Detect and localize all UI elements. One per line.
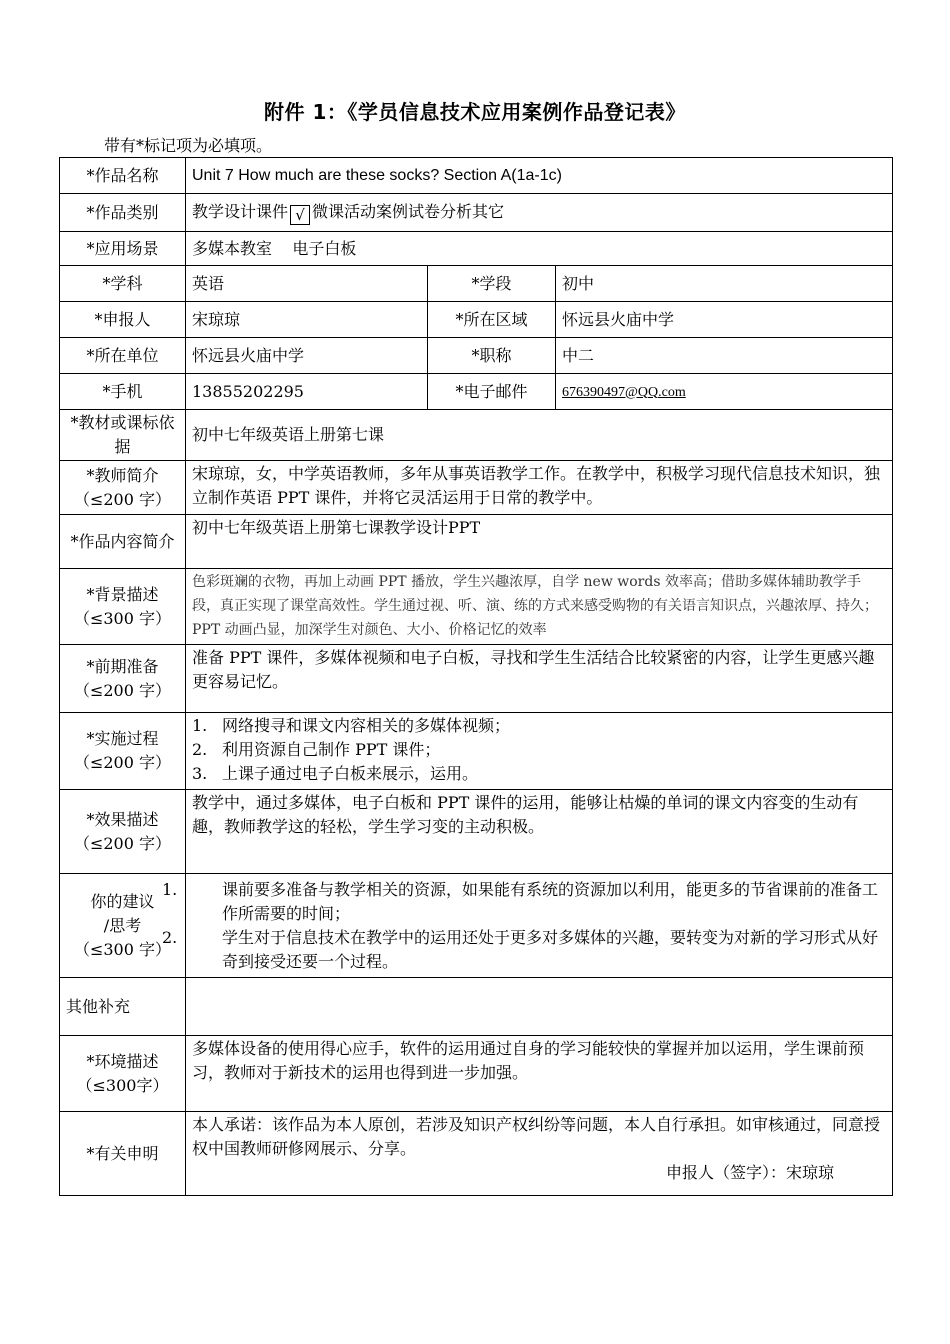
row-subject xyxy=(60,266,893,302)
suggestion-label-1: 你的建议 xyxy=(90,891,155,911)
list-item-text: 利用资源自己制作 PPT 课件； xyxy=(222,740,441,759)
list-item-number: 1. xyxy=(162,879,178,899)
background-label-1: *背景描述 xyxy=(86,584,159,604)
list-item-text: 学生对于信息技术在教学中的运用还处于更多对多媒体的兴趣，要转变为对新的学习形式从好奇到接受还要一个过程。 xyxy=(222,927,879,971)
row-teacher-intro xyxy=(60,461,893,515)
effect-label-2: （≤200 字） xyxy=(73,833,172,853)
list-item xyxy=(192,738,886,762)
stage-label: *学段 xyxy=(428,266,556,302)
row-environment xyxy=(60,1036,893,1112)
region-label: *所在区域 xyxy=(428,302,556,338)
preparation-label xyxy=(60,645,186,713)
teacher-intro-label-1: *教师简介 xyxy=(86,465,159,485)
effect-label xyxy=(60,790,186,874)
statement-text: 本人承诺：该作品为本人原创，若涉及知识产权纠纷等问题，本人自行承担。如审核通过，同意授权中国教师研修网展示、分享。 xyxy=(192,1115,881,1158)
list-item-text: 课前要多准备与教学相关的资源，如果能有系统的资源加以利用，能更多的节省课前的准备工作所需要的时间； xyxy=(222,879,879,923)
other-label: 其他补充 xyxy=(60,978,186,1036)
other-value[interactable] xyxy=(186,978,893,1036)
environment-value: 多媒体设备的使用得心应手，软件的运用通过自身的学习能较快的掌握并加以运用，学生课前预习，教师对于新技术的运用也得到进一步加强。 xyxy=(186,1036,893,1112)
work-name-value: Unit 7 How much are these socks? Section A(1a-1c) xyxy=(186,158,893,194)
phone-label: *手机 xyxy=(60,374,186,410)
unit-label: *所在单位 xyxy=(60,338,186,374)
environment-label xyxy=(60,1036,186,1112)
list-item xyxy=(162,926,886,974)
environment-label-1: *环境描述 xyxy=(86,1051,159,1071)
teacher-intro-label-2: （≤200 字） xyxy=(73,489,172,509)
effect-label-1: *效果描述 xyxy=(86,809,159,829)
email-label: *电子邮件 xyxy=(428,374,556,410)
required-note: 带有*标记项为必填项。 xyxy=(104,136,273,155)
process-label-1: *实施过程 xyxy=(86,729,159,748)
list-item-text: 上课子通过电子白板来展示，运用。 xyxy=(222,764,479,783)
process-list xyxy=(192,714,886,786)
list-item xyxy=(162,878,886,926)
content-intro-label: *作品内容简介 xyxy=(60,515,186,569)
work-category-value xyxy=(186,194,893,232)
suggestion-list xyxy=(162,878,886,974)
subject-value: 英语 xyxy=(186,266,428,302)
title-rank-value: 中二 xyxy=(556,338,893,374)
applicant-value: 宋琼琼 xyxy=(186,302,428,338)
work-category-before: 教学设计课件 xyxy=(192,202,289,221)
row-other xyxy=(60,978,893,1036)
row-background xyxy=(60,569,893,645)
row-work-name xyxy=(60,158,893,194)
list-item-number: 2. xyxy=(162,927,178,947)
teacher-intro-label xyxy=(60,461,186,515)
registration-form xyxy=(59,157,893,1196)
effect-value: 教学中，通过多媒体，电子白板和 PPT 课件的运用，能够让枯燥的单词的课文内容变的生动有趣，教师教学这的轻松，学生学习变的主动积极。 xyxy=(186,790,893,874)
row-textbook xyxy=(60,410,893,461)
region-value: 怀远县火庙中学 xyxy=(556,302,893,338)
row-effect xyxy=(60,790,893,874)
suggestion-label-3: （≤300 字） xyxy=(73,939,172,959)
stage-value: 初中 xyxy=(556,266,893,302)
title-rank-label: *职称 xyxy=(428,338,556,374)
row-preparation xyxy=(60,645,893,713)
background-label xyxy=(60,569,186,645)
subject-label: *学科 xyxy=(60,266,186,302)
row-phone xyxy=(60,374,893,410)
statement-label: *有关申明 xyxy=(60,1112,186,1196)
content-intro-value: 初中七年级英语上册第七课教学设计PPT xyxy=(186,515,893,569)
email-cell xyxy=(556,374,893,410)
suggestion-value xyxy=(162,874,893,978)
signature-line: 申报人（签字）：宋琼琼 xyxy=(666,1163,835,1182)
checkbox-microlesson[interactable]: √ xyxy=(290,205,310,225)
page-title: 附件 1：《学员信息技术应用案例作品登记表》 xyxy=(264,100,686,124)
row-process xyxy=(60,713,893,790)
environment-label-2: （≤300字） xyxy=(76,1075,169,1095)
preparation-label-1: *前期准备 xyxy=(86,656,159,676)
work-category-label: *作品类别 xyxy=(60,194,186,232)
work-name-label: *作品名称 xyxy=(60,158,186,194)
teacher-intro-value: 宋琼琼，女，中学英语教师，多年从事英语教学工作。在教学中，积极学习现代信息技术知识，独立制作英语 PPT 课件，并将它灵活运用于日常的教学中。 xyxy=(186,461,893,515)
process-value xyxy=(186,713,893,790)
applicant-label: *申报人 xyxy=(60,302,186,338)
list-item-number: 1. xyxy=(192,716,208,735)
list-item-text: 网络搜寻和课文内容相关的多媒体视频； xyxy=(222,716,511,735)
phone-value: 13855202295 xyxy=(186,374,428,410)
statement-value xyxy=(186,1112,893,1196)
row-applicant xyxy=(60,302,893,338)
scene-value: 多媒本教室 电子白板 xyxy=(186,232,893,266)
textbook-label: *教材或课标依据 xyxy=(60,410,186,461)
process-label-2: （≤200 字） xyxy=(73,753,172,772)
email-link[interactable]: 676390497@QQ.com xyxy=(562,384,686,400)
row-scene xyxy=(60,232,893,266)
list-item-number: 2. xyxy=(192,740,208,759)
background-value: 色彩斑斓的衣物，再加上动画 PPT 播放，学生兴趣浓厚，自学 new words 效率高；借助多媒体辅助教学手段，真正实现了课堂高效性。学生通过视、听、演、练的方式来感受购物的有关语言知识点，兴趣浓厚、持久；PPT 动画凸显，加深学生对颜色、大小、价格记忆的效率 xyxy=(186,569,893,645)
process-label xyxy=(60,713,186,790)
row-work-category xyxy=(60,194,893,232)
suggestion-label-2: /思考 xyxy=(103,915,142,935)
row-content-intro xyxy=(60,515,893,569)
row-statement xyxy=(60,1112,893,1196)
textbook-value: 初中七年级英语上册第七课 xyxy=(186,410,893,461)
work-category-after: 微课活动案例试卷分析其它 xyxy=(312,202,505,221)
row-suggestion xyxy=(60,874,893,978)
preparation-value: 准备 PPT 课件，多媒体视频和电子白板，寻找和学生生活结合比较紧密的内容，让学生更感兴趣更容易记忆。 xyxy=(186,645,893,713)
background-label-2: （≤300 字） xyxy=(73,608,172,628)
row-unit xyxy=(60,338,893,374)
scene-label: *应用场景 xyxy=(60,232,186,266)
list-item-number: 3. xyxy=(192,764,208,783)
unit-value: 怀远县火庙中学 xyxy=(186,338,428,374)
list-item xyxy=(192,762,886,786)
list-item xyxy=(192,714,886,738)
preparation-label-2: （≤200 字） xyxy=(73,680,172,700)
